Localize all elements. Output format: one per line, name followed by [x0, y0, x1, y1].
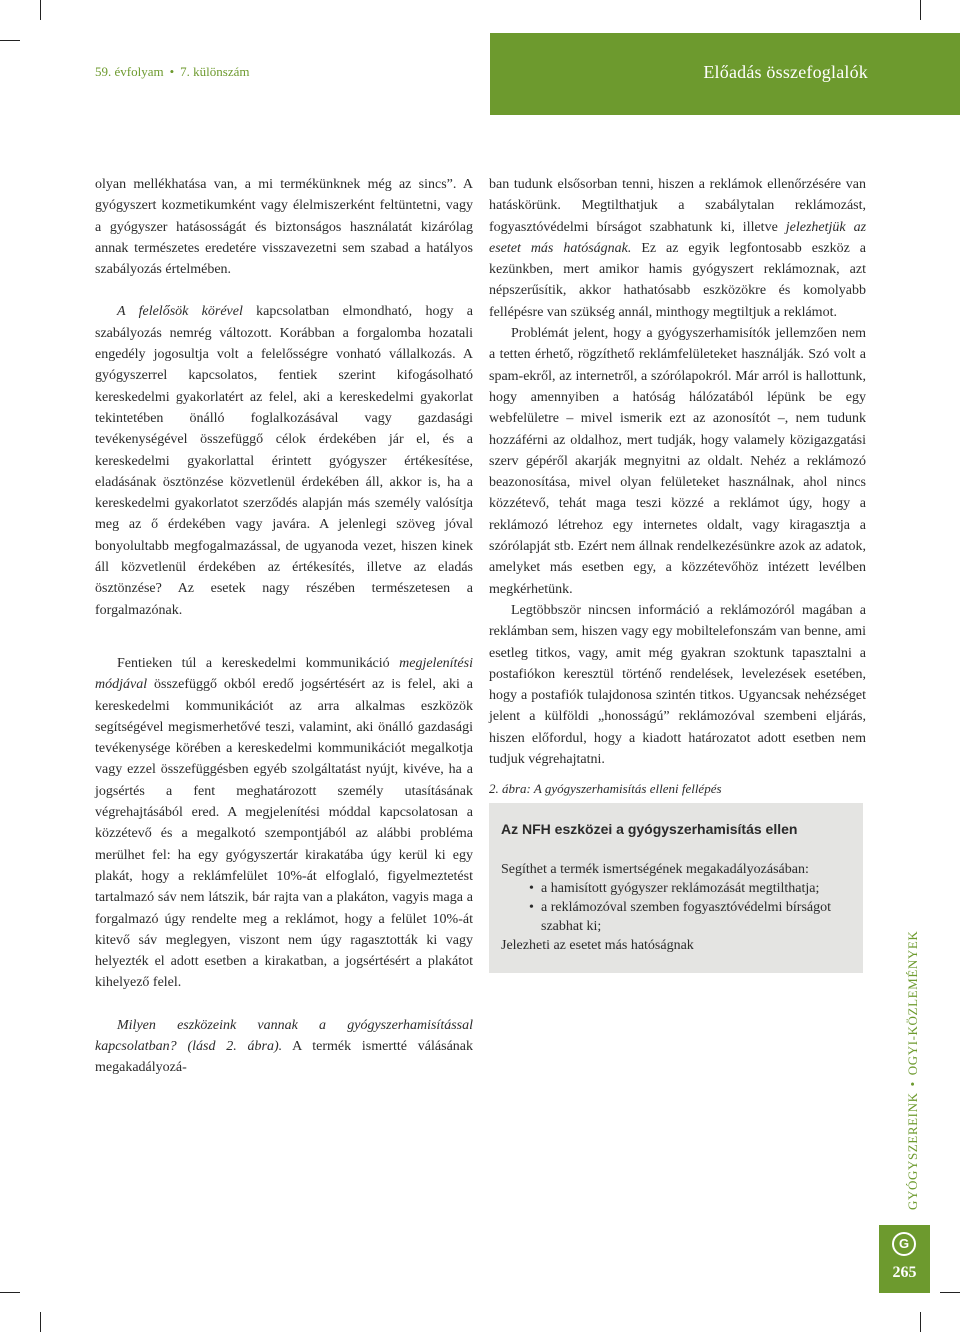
issue-info: [95, 64, 249, 80]
emphasis: megjelenítési módjával: [95, 655, 473, 693]
emphasis: A felelősök körével: [117, 304, 243, 320]
figure-list: [501, 879, 851, 936]
figure-footer: Jelezheti az esetet más hatóságnak: [501, 938, 694, 953]
paragraph: [95, 653, 473, 994]
list-item: • a reklámozóval szemben fogyasztóvédelmi bírságot szabhat ki;: [541, 898, 851, 936]
paragraph-text: ban tudunk elsősorban tenni, hiszen a reklámok ellenőrzésére van hatáskörünk. Megtilthatjuk a szabálytalan reklámozást, fogyasztóvédelmi bírságot szabhatunk ki, illetve: [489, 177, 866, 235]
crop-mark: [920, 1312, 921, 1332]
crop-mark: [40, 1312, 41, 1332]
crop-mark: [0, 1292, 20, 1293]
bullet-icon: •: [905, 1081, 920, 1087]
paragraph: olyan mellékhatása van, a mi termékünknek még az sincs”. A gyógyszert kozmetikumként vagy élelmiszerként feltüntetni, vagy a gyógyszer hatásosságát és biztonságos használatát kizárólag annak természetes eredetére visszavezetni sem szabad a hatályos szabályozás értelmében.: [95, 177, 473, 278]
journal-logo-icon: G: [892, 1232, 916, 1256]
crop-mark: [0, 40, 20, 41]
left-column: [95, 174, 473, 1079]
figure-caption: 2. ábra: A gyógyszerhamisítás elleni fellépés: [489, 781, 722, 796]
paragraph-text: összefüggő okból eredő jogsértésért az is felel, aki a kereskedelmi kommunikációt az arra alkalmas eszközök segítségével megismerhetővé teszi, valamint, aki önálló gazdasági tevékenysége körében a kereskedelmi kommunikációt megalkotja vagy ezzel összefüggésben egyéb szolgáltatást nyújt, kivéve, ha a jogsértés a fent meghatározott személy utasításának végrehajtásából ered. A megjelenítési móddal kapcsolatosan a közzétevő és a megalkotó szempontjából az alábbi probléma merülhet fel: ha egy gyógyszertár kirakatába úgy kerül ki egy plakát, hogy a reklámfelület 10%-át elfoglaló, figyelmeztetést tartalmazó sáv nem látszik, bár rajta van a plakáton, vagyis maga a forgalmazó úgy rendelte meg a reklámot, hogy a felület 10%-át kitevő sáv meglegyen, viszont nem úgy ragasztották ki vagy helyezték el adott esetben a kirakatban, a jogsértésért a plakátot kihelyező felel.: [95, 677, 473, 991]
paragraph: [95, 1015, 473, 1079]
paragraph: Legtöbbször nincsen információ a reklámozóról magában a reklámban sem, hiszen vagy egy mobiltelefonszám van benne, ami esetleg titkos, vagy, amit még gyakran szoktunk tapasztalni a postafiókon keresztül történő rendelések, levelezések esetében, hogy a postafiók tulajdonosa szintén titkos. Ugyancsak nehézséget jelent a külföldi „honosságú” reklámozóval szembeni eljárás, hiszen előfordul, hogy a kiadott határozatot adott esetben nem tudjuk végrehajtatni.: [489, 602, 866, 768]
list-item: • a hamisított gyógyszer reklámozását megtilthatja;: [541, 879, 851, 898]
emphasis: jelezhetjük az esetet más hatóságnak.: [489, 219, 867, 256]
emphasis: Milyen eszközeink vannak a gyógyszerhamisítással kapcsolatban? (lásd 2. ábra).: [95, 1017, 473, 1054]
paragraph-text: Ez az egyik legfontosabb eszköz a kezünkben, mert amikor hamis gyógyszert reklámoznak, azt népszerűsítik, akkor hathatósabb eszközökre és komolyabb fellépésre van szükség annál, minthogy megtiltjuk a reklámot.: [489, 240, 867, 320]
bullet-icon: •: [169, 64, 175, 79]
sidebar-left: GYÓGYSZEREINK: [905, 1092, 920, 1210]
crop-mark: [920, 0, 921, 20]
issue-special: 7. különszám: [180, 64, 250, 79]
crop-mark: [40, 0, 41, 20]
paragraph: Problémát jelent, hogy a gyógyszerhamisítók jellemzően nem a tetten érhető, rögzíthető reklámfelületeket használják. Szó volt a spam-ekről, az internetről, a szórólapokról. Már arról is hallottunk, hogy amennyiben a hatóság hálózatából lépünk be egy webfelületre – mivel ismerik ezt az azonosítót –, nem tudunk hozzáférni az oldalhoz, mert tudják, hogy valamely közigazgatási szerv gépéről akarják megnyitni az oldalt. Nehéz a reklámozó beazonosítása, mivel olyan felületeket használnak, ahol nincs közzétevő, tehát maga teszi közzé a reklámot úgy, hogy a reklámozó létrehoz egy internetes oldalt, vagy kiragasztja a szórólapját stb. Ezért nem állnak rendelkezésünkre azok az adatok, amelyket más esetben egy, a közzétevőhöz intézett levélben megkérhetünk.: [489, 326, 866, 597]
paragraph-text: Fentieken túl a kereskedelmi kommunikáció: [117, 655, 400, 671]
page-number: 265: [892, 1264, 917, 1281]
paragraph: [95, 301, 473, 620]
sidebar-right: OGYI-KÖZLEMÉNYEK: [905, 930, 920, 1076]
paragraph-text: A termék ismertté válásának megakadályozá-: [95, 1038, 473, 1076]
paragraph: [489, 174, 866, 323]
crop-mark: [940, 1292, 960, 1293]
figure-title: Az NFH eszközei a gyógyszerhamisítás ellen: [501, 821, 798, 837]
sidebar-label: [905, 931, 921, 1210]
section-title: Előadás összefoglalók: [703, 62, 868, 82]
issue-volume: 59. évfolyam: [95, 64, 164, 79]
figure-intro: Segíthet a termék ismertségének megakadályozásában:: [501, 862, 809, 877]
page-number-box: [879, 1225, 930, 1293]
figure-body: [501, 860, 851, 955]
right-column: [489, 174, 866, 770]
figure-box: [489, 803, 863, 973]
paragraph-text: kapcsolatban elmondható, hogy a szabályozás nemrég változott. Korábban a forgalomba hozatali engedély jogosultja volt a felelősségre vonható vállalkozás. A gyógyszerrel kapcsolatos, fentiek szerint kifogásolható kereskedelmi gyakorlatért az felel, aki a kereskedelmi gyakorlat tekintetében önálló foglalkozásával vagy gazdasági tevékenységével összefüggő célok érdekében jár el, és a kereskedelmi gyakorlattal érintett gyógyszer értékesítése, eladásának ösztönzése közvetlenül érdekében áll, akkor is, ha a kereskedelmi gyakorlatot szerződés alapján más személy valósítja meg az ő érdekében vagy javára. A jelenlegi szöveg jóval bonyolultabb megfogalmazással, de ugyanoda vezet, hiszen kinek áll közvetlenül érdekében az értékesítés, illetve az eladás ösztönzése? Az esetek nagy részében természetesen a forgalmazónak.: [95, 304, 473, 618]
